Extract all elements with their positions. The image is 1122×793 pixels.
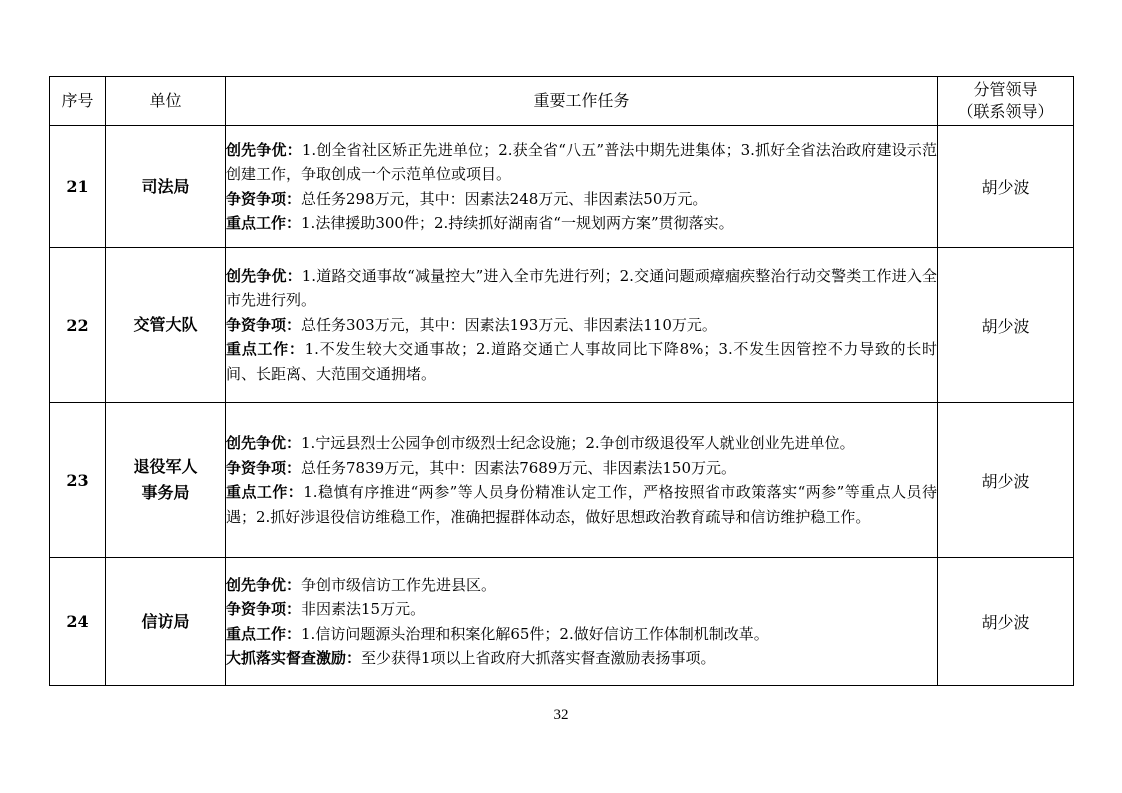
task-item [226,480,937,529]
task-item [226,456,937,481]
task-label: 争资争项： [226,189,302,208]
task-item [226,337,937,386]
leader-cell: 胡少波 [938,403,1074,558]
task-item [226,646,937,671]
row-number: 21 [50,126,106,248]
task-text: 1.宁远县烈士公园争创市级烈士纪念设施；2.争创市级退役军人就业创业先进单位。 [301,434,855,452]
task-text: 争创市级信访工作先进县区。 [301,575,497,594]
table-header-row [50,77,1074,126]
unit-name: 交管大队 [133,315,198,334]
task-cell [226,126,938,248]
task-label: 创先争优： [226,434,302,452]
task-label: 争资争项： [226,458,302,477]
unit-name: 信访局 [141,611,190,631]
task-text: 总任务7839万元，其中：因素法7689万元、非因素法150万元。 [301,458,736,477]
task-item [226,187,937,212]
leader-cell: 胡少波 [938,558,1074,686]
task-label: 创先争优： [226,266,302,285]
row-number: 24 [50,558,106,686]
task-text: 1.法律援助300件；2.持续抓好湖南省“一规划两方案”贯彻落实。 [301,214,734,232]
task-label: 重点工作： [226,483,304,501]
task-text: 1.创全省社区矫正先进单位；2.获全省“八五”普法中期先进集体；3.抓好全省法治政府建设示范创建工作，争取创成一个示范单位或项目。 [226,140,937,183]
task-label: 重点工作： [226,340,305,359]
task-item [226,264,937,313]
work-task-table [49,76,1074,686]
task-text: 非因素法15万元。 [301,600,426,618]
task-item [226,622,937,647]
row-number: 23 [50,403,106,558]
table-row [50,403,1074,558]
header-task: 重要工作任务 [226,77,938,126]
unit-name-line2: 事务局 [141,483,190,502]
unit-cell [106,558,226,686]
task-text: 至少获得1项以上省政府大抓落实督查激励表扬事项。 [361,649,716,667]
unit-cell [106,248,226,403]
unit-name: 司法局 [141,176,190,196]
task-text: 1.稳慎有序推进“两参”等人员身份精准认定工作，严格按照省市政策落实“两参”等重点人员待遇；2.抓好涉退役信访维稳工作，准确把握群体动态，做好思想政治教育疏导和信访维护稳工作。 [226,483,937,526]
task-text: 1.信访问题源头治理和积案化解65件；2.做好信访工作体制机制改革。 [301,624,769,643]
task-cell [226,248,938,403]
header-leader-line1: 分管领导 [973,80,1038,99]
task-text: 1.道路交通事故“减量控大”进入全市先进行列；2.交通问题顽瘴痼疾整治行动交警类工作进入全市先进行列。 [226,266,937,310]
task-cell [226,403,938,558]
page-number: 32 [553,707,569,723]
task-item [226,431,937,456]
leader-cell: 胡少波 [938,126,1074,248]
leader-cell: 胡少波 [938,248,1074,403]
task-item [226,211,937,236]
table-row [50,558,1074,686]
task-label: 创先争优： [226,140,302,159]
task-item [226,597,937,622]
task-text: 总任务298万元，其中：因素法248万元、非因素法50万元。 [301,189,708,208]
task-item [226,313,937,338]
table-row [50,126,1074,248]
header-leader-line2: （联系领导） [957,102,1054,121]
task-label: 重点工作： [226,214,302,232]
row-number: 22 [50,248,106,403]
task-cell [226,558,938,686]
unit-cell [106,126,226,248]
unit-name-line1: 退役军人 [133,457,198,476]
task-label: 争资争项： [226,600,302,618]
unit-cell [106,403,226,558]
task-label: 大抓落实督查激励： [226,649,362,667]
task-label: 创先争优： [226,575,302,594]
task-label: 重点工作： [226,624,302,643]
task-item [226,573,937,598]
task-text: 总任务303万元，其中：因素法193万元、非因素法110万元。 [301,315,717,334]
task-item [226,138,937,187]
header-no: 序号 [50,77,106,126]
task-label: 争资争项： [226,315,302,334]
task-text: 1.不发生较大交通事故；2.道路交通亡人事故同比下降8%；3.不发生因管控不力导致的长时间、长距离、大范围交通拥堵。 [226,340,937,383]
header-unit: 单位 [106,77,226,126]
header-leader [938,77,1074,126]
table-row [50,248,1074,403]
